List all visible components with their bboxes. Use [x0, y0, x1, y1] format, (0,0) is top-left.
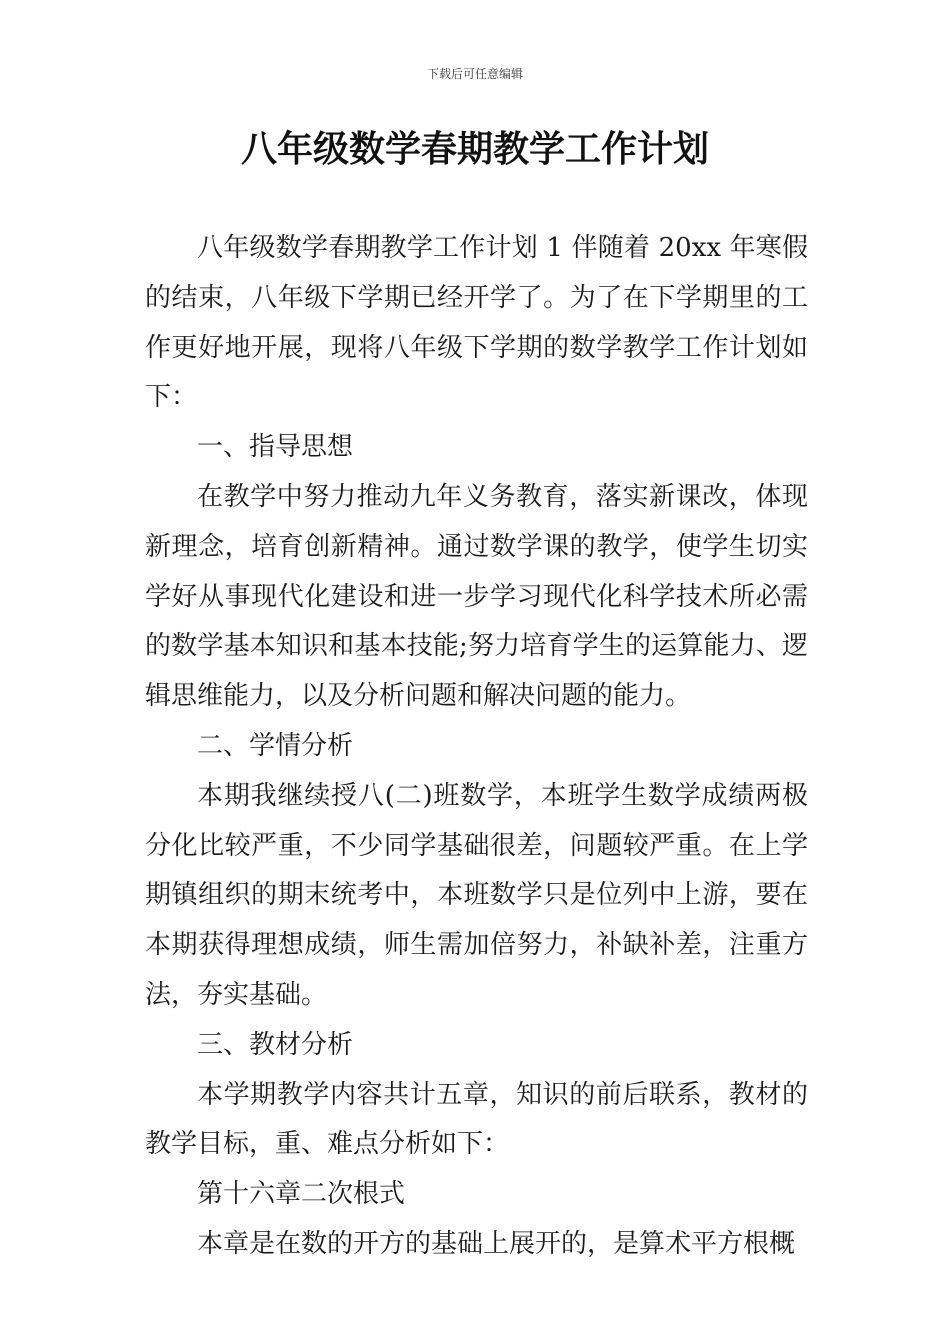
document-body [145, 224, 808, 1270]
chapter-16-paragraph: 本章是在数的开方的基础上展开的，是算术平方根概 [197, 1228, 796, 1259]
section-heading-textbook-analysis: 三、教材分析 [197, 1029, 354, 1060]
header-note: 下载后可任意编辑 [426, 67, 523, 81]
chapter-heading-16: 第十六章二次根式 [197, 1179, 406, 1210]
student-analysis-paragraph: 本期我继续授八(二)班数学，本班学生数学成绩两极分化比较严重，不少同学基础很差，问题较严重。在上学期镇组织的期末统考中，本班数学只是位列中上游，要在本期获得理想成绩，师生需加倍努力，补缺补差，注重方法，夯实基础。 [145, 780, 808, 1010]
intro-paragraph: 八年级数学春期教学工作计划 1 伴随着 20xx 年寒假的结束，八年级下学期已经开学了。为了在下学期里的工作更好地开展，现将八年级下学期的数学教学工作计划如下： [145, 233, 808, 413]
textbook-analysis-paragraph: 本学期教学内容共计五章，知识的前后联系，教材的教学目标，重、难点分析如下： [145, 1079, 808, 1160]
document-title: 八年级数学春期教学工作计划 [240, 129, 709, 170]
guiding-ideology-paragraph: 在教学中努力推动九年义务教育，落实新课改，体现新理念，培育创新精神。通过数学课的教学，使学生切实学好从事现代化建设和进一步学习现代化科学技术所必需的数学基本知识和基本技能;努力培育学生的运算能力、逻辑思维能力，以及分析问题和解决问题的能力。 [145, 481, 808, 712]
section-heading-guiding-ideology: 一、指导思想 [197, 432, 354, 463]
section-heading-student-analysis: 二、学情分析 [197, 730, 354, 761]
